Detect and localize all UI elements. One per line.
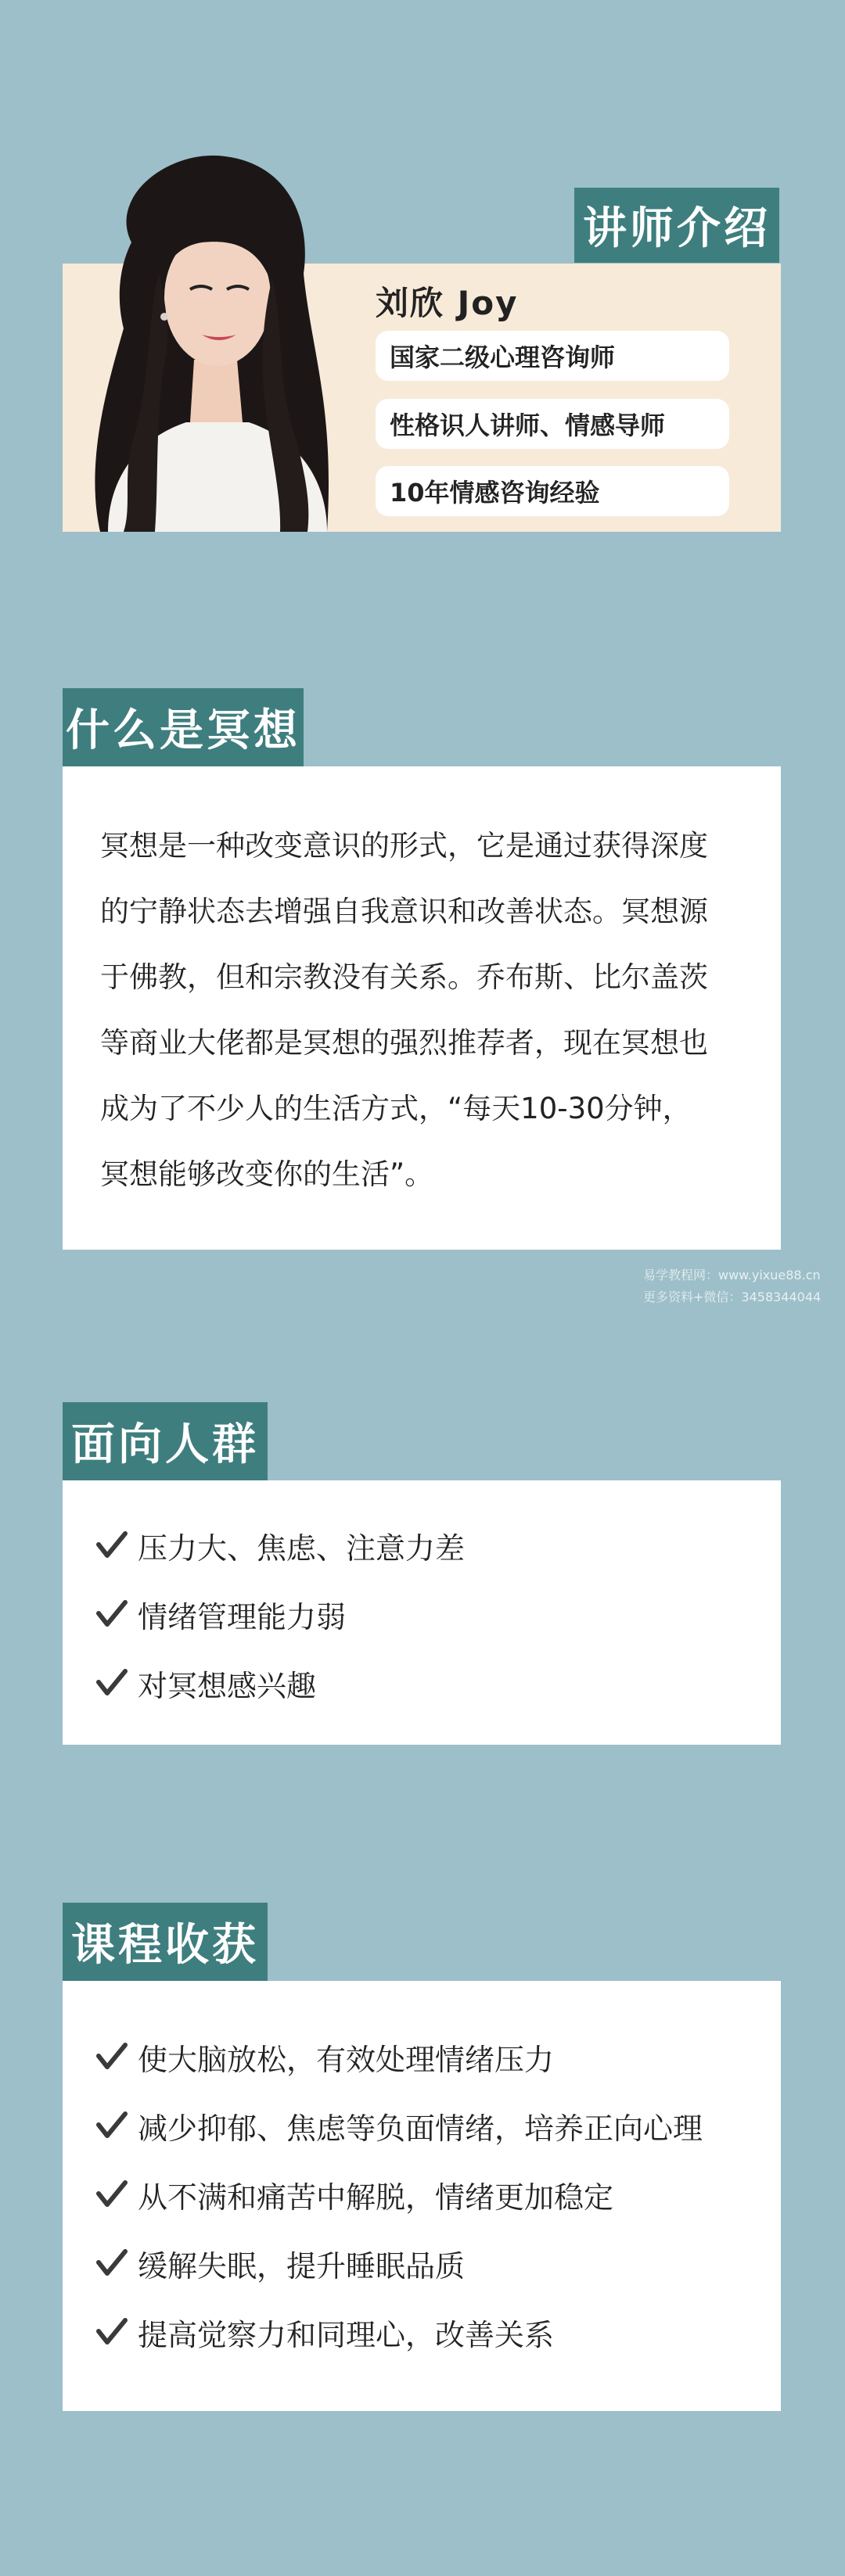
list-item-label: 从不满和痛苦中解脱，情绪更加稳定	[138, 2180, 614, 2215]
list-item-label: 压力大、焦虑、注意力差	[138, 1530, 466, 1566]
watermark-line-1: 易学教程网：www.yixue88.cn	[643, 1268, 821, 1283]
watermark-line-2: 更多资料+微信：3458344044	[643, 1290, 822, 1304]
teacher-tag-3: 10年情感咨询经验	[376, 466, 729, 516]
list-item-label: 情绪管理能力弱	[138, 1599, 347, 1634]
list-item	[94, 2160, 775, 2229]
list-item	[94, 1580, 767, 1649]
teacher-heading: 讲师介绍	[574, 188, 779, 263]
meditation-heading: 什么是冥想	[63, 688, 304, 766]
checkmark-icon	[94, 2176, 130, 2212]
list-item	[94, 2091, 775, 2160]
list-item	[94, 1649, 767, 1717]
checkmark-icon	[94, 1665, 130, 1701]
checkmark-icon	[94, 1596, 130, 1632]
teacher-portrait-illustration	[77, 149, 343, 532]
meditation-paragraph: 冥想是一种改变意识的形式，它是通过获得深度 的宁静状态去增强自我意识和改善状态。冥想源 于佛教，但和宗教没有关系。乔布斯、比尔盖茨 等商业大佬都是冥想的强烈推荐者，现在冥想也 成为了不少人的生活方式，“每天10-30分钟， 冥想能够改变你的生活”。	[100, 829, 708, 1191]
list-item-label: 对冥想感兴趣	[138, 1668, 317, 1703]
checkmark-icon	[94, 1527, 130, 1563]
list-item	[94, 2229, 775, 2298]
checkmark-icon	[94, 2245, 130, 2281]
teacher-name: 刘欣 Joy	[376, 284, 519, 322]
list-item-label: 使大脑放松，有效处理情绪压力	[138, 2042, 555, 2077]
audience-heading: 面向人群	[63, 1402, 268, 1480]
list-item	[94, 2298, 775, 2366]
list-item	[94, 2022, 775, 2091]
list-item	[94, 1511, 767, 1580]
list-item-label: 缓解失眠，提升睡眠品质	[138, 2248, 466, 2284]
teacher-photo	[77, 149, 343, 532]
list-item-label: 提高觉察力和同理心，改善关系	[138, 2317, 555, 2352]
checkmark-icon	[94, 2314, 130, 2350]
list-item-label: 减少抑郁、焦虑等负面情绪，培养正向心理	[138, 2111, 703, 2146]
teacher-tag-2: 性格识人讲师、情感导师	[376, 399, 729, 449]
gains-heading: 课程收获	[63, 1903, 268, 1981]
gains-list	[94, 2022, 775, 2366]
checkmark-icon	[94, 2108, 130, 2144]
checkmark-icon	[94, 2039, 130, 2075]
audience-list	[94, 1511, 767, 1717]
teacher-tag-1: 国家二级心理咨询师	[376, 331, 729, 381]
